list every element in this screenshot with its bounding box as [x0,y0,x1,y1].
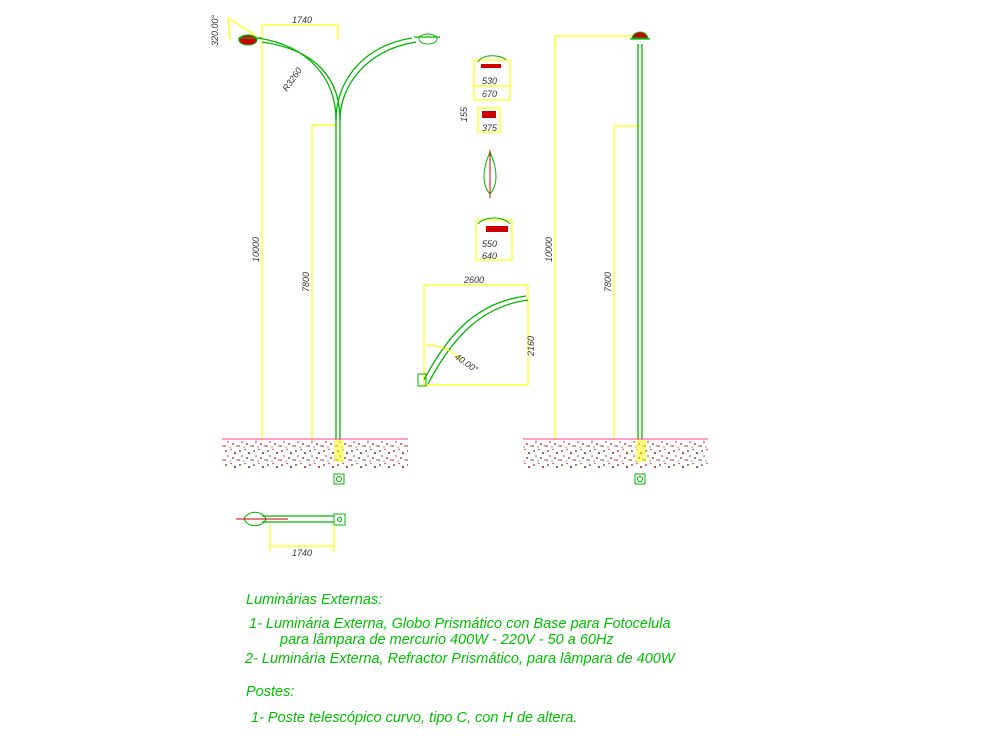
dim-2600: 2600 [464,275,485,285]
dim-375: 375 [482,123,498,133]
heading-postes: Postes: [246,684,295,700]
double-arm-pole [210,14,440,484]
dim-10000-right: 10000 [544,236,554,262]
note-item-1-line-1: 1- Luminária Externa, Globo Prismático con Base para Fotocelula [249,616,671,632]
dim-radius-3260: R3260 [280,65,304,94]
single-pole [523,32,708,484]
dim-angle-320: 320.00° [210,14,220,46]
dim-7800-left: 7800 [301,271,311,292]
note-item-2: 2- Luminária Externa, Refractor Prismático, para lâmpara de 400W [245,651,675,667]
luminaire-right-icon [414,34,440,44]
dim-530: 530 [482,76,498,86]
luminaire-details [418,56,536,386]
heading-luminarias: Luminárias Externas: [246,592,383,608]
poste-item-1: 1- Poste telescópico curvo, tipo C, con H de altera. [251,710,578,726]
luminaire-top-icon [630,32,650,39]
dim-1740-bottom: 1740 [292,548,313,558]
plan-view [236,512,345,558]
ground-hatch-right [523,440,708,468]
dim-550: 550 [482,239,498,249]
dim-2160: 2160 [526,335,536,356]
base-plate-left-icon [334,474,344,484]
dim-7800-right: 7800 [603,271,613,292]
dim-10000-left: 10000 [251,236,261,262]
luminaire-plan-icon [236,512,288,526]
luminaire-top-view-icon [484,150,496,198]
base-plate-right-icon [635,474,645,484]
luminaire-left-icon [238,35,262,45]
notes [244,592,676,726]
dim-1740-top: 1740 [292,15,313,25]
dim-angle-40: 40.00° [452,351,480,375]
note-item-1-line-2: para lâmpara de mercurio 400W - 220V - 50 a 60Hz [280,632,614,648]
dim-155: 155 [459,106,469,122]
ground-hatch-left [222,440,408,468]
dim-670: 670 [482,89,498,99]
dim-640: 640 [482,251,498,261]
